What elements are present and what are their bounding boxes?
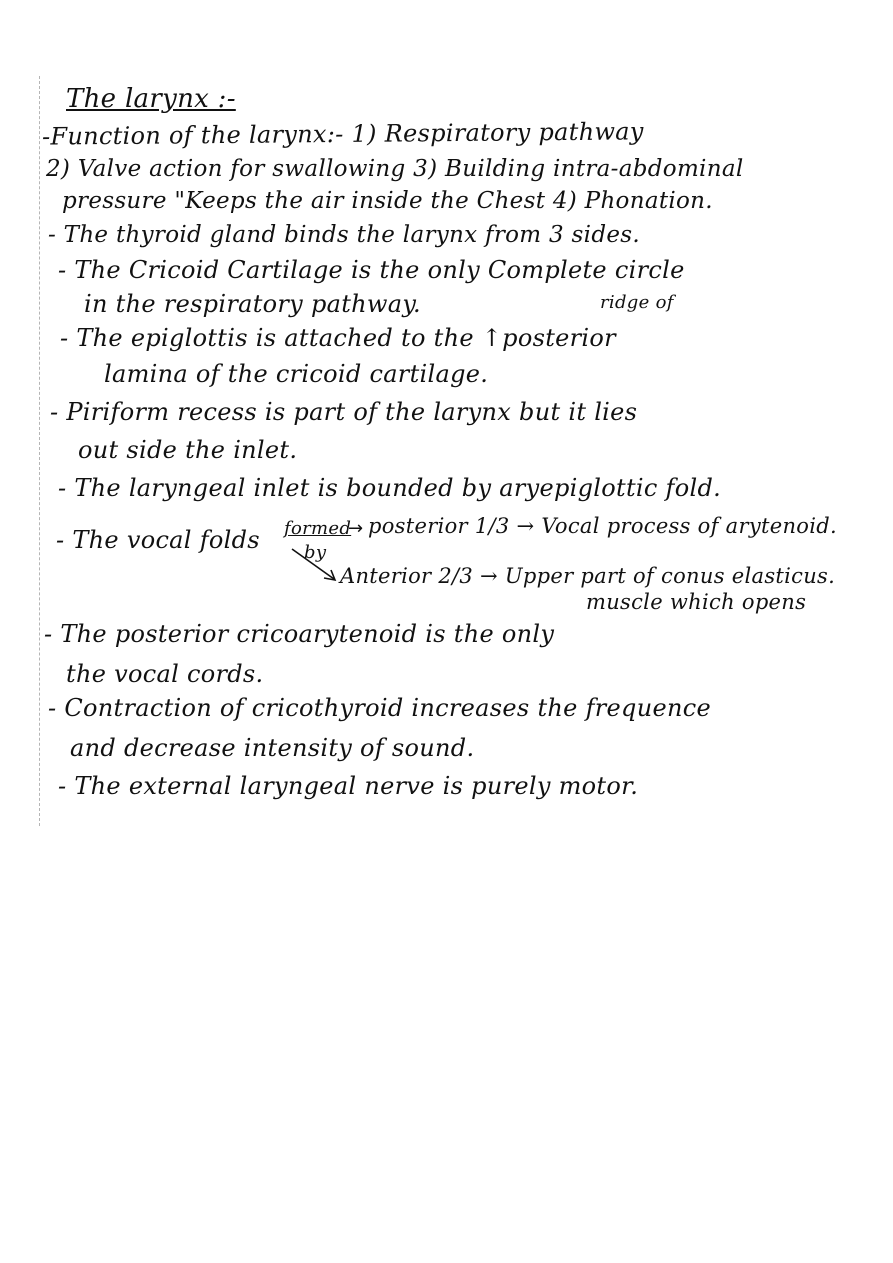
- notes-vocal-posterior: posterior 1/3 → Vocal process of arytenoid.: [368, 514, 837, 538]
- notes-line-outside-inlet: out side the inlet.: [78, 436, 298, 464]
- notes-line-cricoid: - The Cricoid Cartilage is the only Complete circle: [58, 256, 685, 284]
- notes-line-external-nerve: - The external laryngeal nerve is purely motor.: [58, 772, 639, 800]
- notes-line-muscle-opens: muscle which opens: [586, 590, 807, 614]
- notes-line-cricothyroid: - Contraction of cricothyroid increases the frequence: [48, 694, 711, 722]
- diagonal-arrow-icon: [290, 547, 340, 583]
- notes-vocal-by: by: [304, 542, 327, 563]
- notes-vocal-formed: formed: [284, 518, 352, 539]
- notes-vocal-arrow-icon: →: [348, 518, 364, 539]
- notes-line-posterior-cricoarytenoid: - The posterior cricoarytenoid is the only: [44, 620, 555, 648]
- notes-line-intensity: and decrease intensity of sound.: [70, 734, 475, 762]
- notes-insert-ridge-of: ridge of: [600, 292, 674, 313]
- notes-line-vocal-cords: the vocal cords.: [66, 660, 264, 688]
- notes-line-respiratory: in the respiratory pathway.: [84, 290, 421, 318]
- notes-line-epiglottis: - The epiglottis is attached to the ↑posterior: [60, 324, 616, 352]
- notes-line-function: -Function of the larynx:- 1) Respiratory pathway: [41, 117, 644, 151]
- notes-line-piriform: - Piriform recess is part of the larynx but it lies: [50, 398, 638, 426]
- notes-line-valve-action: 2) Valve action for swallowing 3) Building intra-abdominal: [46, 156, 744, 182]
- notes-title: The larynx :-: [66, 84, 236, 114]
- notes-line-laryngeal-inlet: - The laryngeal inlet is bounded by aryepiglottic fold.: [58, 474, 722, 502]
- notes-line-vocal-folds: - The vocal folds: [56, 526, 260, 554]
- notes-line-lamina: lamina of the cricoid cartilage.: [104, 360, 489, 388]
- notes-line-pressure: pressure "Keeps the air inside the Chest 4) Phonation.: [62, 188, 713, 214]
- notes-line-thyroid: - The thyroid gland binds the larynx from 3 sides.: [48, 222, 640, 248]
- notes-vocal-anterior: Anterior 2/3 → Upper part of conus elasticus.: [340, 564, 836, 588]
